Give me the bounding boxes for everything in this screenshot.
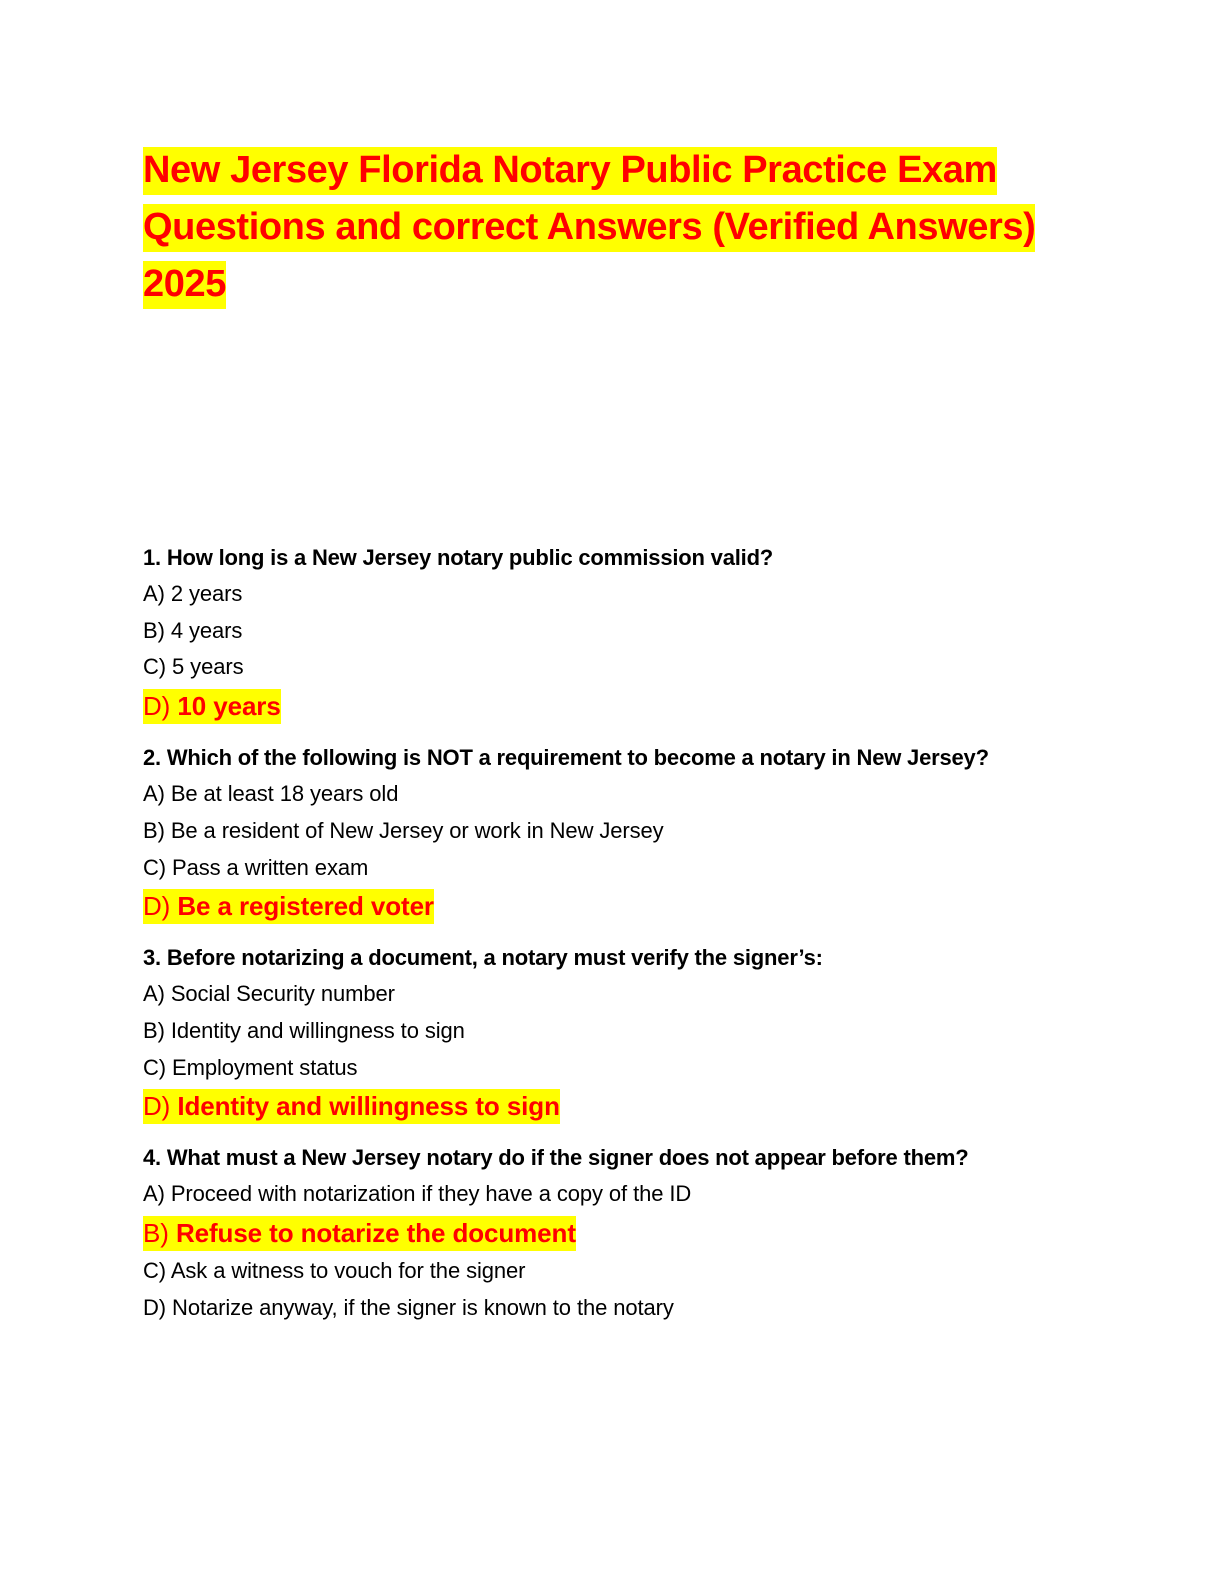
answer-option — [143, 1176, 1083, 1213]
option-text: Be a registered voter — [177, 891, 434, 922]
answer-option — [143, 813, 1083, 850]
option-letter: C) — [143, 654, 167, 680]
answer-option — [143, 976, 1083, 1013]
answer-option — [143, 1253, 1083, 1290]
option-text: Pass a written exam — [172, 854, 369, 880]
answer-option — [143, 1013, 1083, 1050]
correct-answer-option — [143, 686, 1083, 726]
answer-option — [143, 776, 1083, 813]
option-text: 5 years — [172, 654, 244, 680]
option-letter: D) — [143, 691, 171, 722]
question-block — [143, 740, 1083, 926]
answer-option — [143, 613, 1083, 650]
option-letter: C) — [143, 854, 167, 880]
option-letter: D) — [143, 1091, 171, 1122]
correct-answer-option — [143, 1086, 1083, 1126]
document-title — [143, 142, 1083, 313]
title-line-3: 2025 — [143, 261, 226, 309]
answer-option — [143, 850, 1083, 887]
question-list — [143, 540, 1083, 1340]
option-text: Identity and willingness to sign — [170, 1017, 465, 1043]
question-text: 4. What must a New Jersey notary do if the signer does not appear before them? — [143, 1145, 969, 1171]
option-letter: A) — [143, 581, 165, 606]
option-text: Be a resident of New Jersey or work in New Jersey — [170, 817, 664, 843]
option-letter: D) — [143, 891, 171, 922]
answer-option — [143, 649, 1083, 686]
answer-highlight — [143, 689, 281, 724]
option-text: Identity and willingness to sign — [177, 1091, 560, 1122]
question-text: 1. How long is a New Jersey notary public commission valid? — [143, 545, 774, 570]
option-text: Be at least 18 years old — [170, 781, 399, 807]
option-letter: B) — [143, 817, 165, 843]
answer-highlight — [143, 1089, 560, 1124]
title-line-1: New Jersey Florida Notary Public Practice Exam — [143, 147, 997, 195]
option-text: Social Security number — [170, 981, 395, 1007]
option-letter: C) — [143, 1258, 167, 1284]
option-text: Employment status — [172, 1054, 358, 1080]
option-letter: B) — [143, 1218, 169, 1249]
question-text: 2. Which of the following is NOT a requirement to become a notary in New Jersey? — [143, 745, 989, 771]
option-letter: A) — [143, 981, 165, 1007]
option-letter: B) — [143, 617, 165, 643]
option-letter: B) — [143, 1017, 165, 1043]
option-text: 4 years — [170, 617, 243, 643]
question-block — [143, 540, 1083, 726]
question-block — [143, 940, 1083, 1126]
question-block — [143, 1140, 1083, 1326]
answer-option — [143, 576, 1083, 613]
option-text: Refuse to notarize the document — [175, 1218, 576, 1249]
option-letter: A) — [143, 781, 165, 807]
question-text: 3. Before notarizing a document, a notary must verify the signer’s: — [143, 945, 823, 971]
answer-option — [143, 1050, 1083, 1087]
option-text: 2 years — [170, 581, 243, 606]
answer-highlight — [143, 1216, 576, 1251]
option-text: Proceed with notarization if they have a copy of the ID — [170, 1181, 692, 1207]
option-text: Notarize anyway, if the signer is known to the notary — [172, 1294, 674, 1320]
option-text: 10 years — [177, 691, 281, 722]
correct-answer-option — [143, 886, 1083, 926]
title-line-2: Questions and correct Answers (Verified Answers) — [143, 204, 1035, 252]
correct-answer-option — [143, 1213, 1083, 1253]
answer-highlight — [143, 889, 434, 924]
answer-option — [143, 1290, 1083, 1327]
option-letter: D) — [143, 1294, 167, 1320]
option-letter: A) — [143, 1181, 165, 1207]
option-letter: C) — [143, 1054, 167, 1080]
option-text: Ask a witness to vouch for the signer — [170, 1258, 526, 1284]
